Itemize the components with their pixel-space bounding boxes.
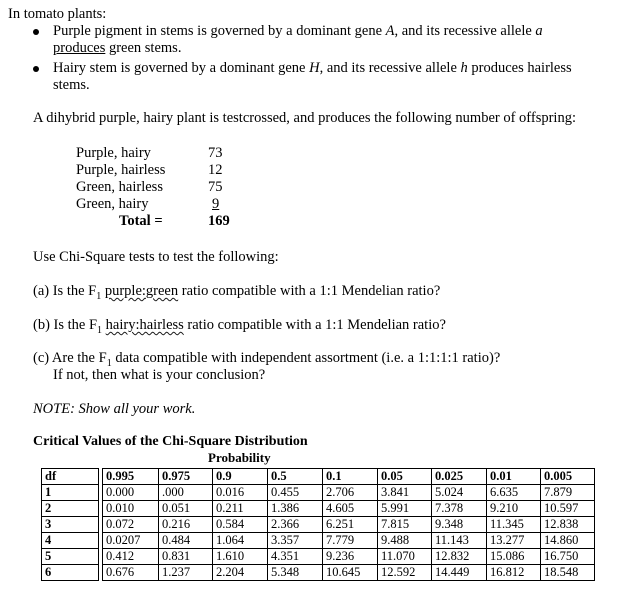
question-c-line-2: If not, then what is your conclusion?	[53, 367, 266, 383]
total-label: Total =	[119, 213, 163, 229]
table-cell: 10.645	[323, 565, 378, 581]
table-cell: 2.706	[323, 485, 378, 501]
table-cell: 2.204	[213, 565, 268, 581]
table-cell: 0.455	[268, 485, 323, 501]
table-cell: 0.211	[213, 501, 268, 517]
offspring-label-2: Purple, hairless	[76, 162, 166, 178]
table-cell: 16.750	[541, 549, 595, 565]
table-cell: 1.610	[213, 549, 268, 565]
table-cell: 5.024	[432, 485, 487, 501]
table-row	[42, 517, 595, 533]
table-cell: 9.210	[487, 501, 541, 517]
table-cell: 16.812	[487, 565, 541, 581]
bullet-2-line-1: Hairy stem is governed by a dominant gene H, and its recessive allele h produces hairless	[53, 60, 572, 76]
header-cell: 0.025	[432, 469, 487, 485]
table-row	[42, 549, 595, 565]
header-cell: 0.975	[159, 469, 213, 485]
header-cell: 0.1	[323, 469, 378, 485]
offspring-label-3: Green, hairless	[76, 179, 163, 195]
table-cell: 12.592	[378, 565, 432, 581]
table-cell: 7.879	[541, 485, 595, 501]
table-cell: 7.378	[432, 501, 487, 517]
table-cell: 0.484	[159, 533, 213, 549]
header-cell: 0.995	[103, 469, 159, 485]
offspring-count-1: 73	[208, 145, 223, 161]
table-cell: 11.070	[378, 549, 432, 565]
offspring-count-3: 75	[208, 179, 223, 195]
table-cell: 0.0207	[103, 533, 159, 549]
table-cell: 1.064	[213, 533, 268, 549]
offspring-count-4: 9	[212, 196, 220, 212]
table-cell: 18.548	[541, 565, 595, 581]
bullet-2-line-2: stems.	[53, 77, 90, 93]
table-cell: 9.348	[432, 517, 487, 533]
table-row	[42, 501, 595, 517]
df-cell: 1	[42, 485, 99, 501]
table-cell: 1.237	[159, 565, 213, 581]
table-cell: 1.386	[268, 501, 323, 517]
df-cell: 2	[42, 501, 99, 517]
table-cell: 7.815	[378, 517, 432, 533]
df-cell: 6	[42, 565, 99, 581]
table-cell: 6.251	[323, 517, 378, 533]
df-cell: 4	[42, 533, 99, 549]
header-cell: df	[42, 469, 99, 485]
header-cell: 0.5	[268, 469, 323, 485]
table-cell: .000	[159, 485, 213, 501]
bullet-1-line-2: produces green stems.	[53, 40, 182, 56]
instruction-text: Use Chi-Square tests to test the following:	[33, 249, 279, 265]
offspring-count-2: 12	[208, 162, 223, 178]
table-cell: 5.348	[268, 565, 323, 581]
table-cell: 0.676	[103, 565, 159, 581]
table-cell: 14.449	[432, 565, 487, 581]
table-cell: 0.051	[159, 501, 213, 517]
note-text: NOTE: Show all your work.	[33, 401, 196, 417]
bullet-2-icon	[33, 66, 39, 72]
table-cell: 0.584	[213, 517, 268, 533]
header-cell: 0.05	[378, 469, 432, 485]
df-cell: 3	[42, 517, 99, 533]
table-header-row	[42, 469, 595, 485]
table-cell: 9.488	[378, 533, 432, 549]
table-cell: 0.831	[159, 549, 213, 565]
table-cell: 0.000	[103, 485, 159, 501]
offspring-label-1: Purple, hairy	[76, 145, 151, 161]
table-cell: 4.351	[268, 549, 323, 565]
table-row	[42, 565, 595, 581]
intro-text: In tomato plants:	[8, 6, 107, 22]
table-cell: 11.143	[432, 533, 487, 549]
table-cell: 0.010	[103, 501, 159, 517]
header-cell: 0.01	[487, 469, 541, 485]
table-row	[42, 485, 595, 501]
table-cell: 10.597	[541, 501, 595, 517]
df-cell: 5	[42, 549, 99, 565]
table-cell: 14.860	[541, 533, 595, 549]
table-cell: 6.635	[487, 485, 541, 501]
table-cell: 5.991	[378, 501, 432, 517]
table-cell: 0.216	[159, 517, 213, 533]
question-b: (b) Is the $F_1$ hairy:hairless ratio compatible with a 1:1 Mendelian ratio?	[33, 317, 446, 336]
table-subtitle: Probability	[208, 450, 271, 465]
table-cell: 12.838	[541, 517, 595, 533]
table-cell: 3.841	[378, 485, 432, 501]
question-c-line-1: (c) Are the $F_1$ data compatible with independent assortment (i.e. a 1:1:1:1 ratio)?	[33, 350, 501, 369]
table-cell: 9.236	[323, 549, 378, 565]
table-cell: 13.277	[487, 533, 541, 549]
cross-description: A dihybrid purple, hairy plant is testcrossed, and produces the following number of offspring:	[33, 110, 576, 126]
table-row	[42, 533, 595, 549]
table-cell: 4.605	[323, 501, 378, 517]
table-cell: 0.072	[103, 517, 159, 533]
table-title: Critical Values of the Chi-Square Distribution	[33, 434, 308, 449]
table-cell: 11.345	[487, 517, 541, 533]
total-value: 169	[208, 213, 230, 229]
table-cell: 3.357	[268, 533, 323, 549]
table-cell: 0.016	[213, 485, 268, 501]
bullet-1-icon	[33, 29, 39, 35]
chi-square-table	[41, 468, 595, 581]
table-cell: 12.832	[432, 549, 487, 565]
header-cell: 0.9	[213, 469, 268, 485]
bullet-1-line-1: Purple pigment in stems is governed by a dominant gene A, and its recessive allele a	[53, 23, 543, 39]
header-cell: 0.005	[541, 469, 595, 485]
offspring-label-4: Green, hairy	[76, 196, 149, 212]
table-cell: 2.366	[268, 517, 323, 533]
table-cell: 7.779	[323, 533, 378, 549]
table-cell: 15.086	[487, 549, 541, 565]
table-cell: 0.412	[103, 549, 159, 565]
question-a: (a) Is the $F_1$ purple:green ratio compatible with a 1:1 Mendelian ratio?	[33, 283, 441, 302]
